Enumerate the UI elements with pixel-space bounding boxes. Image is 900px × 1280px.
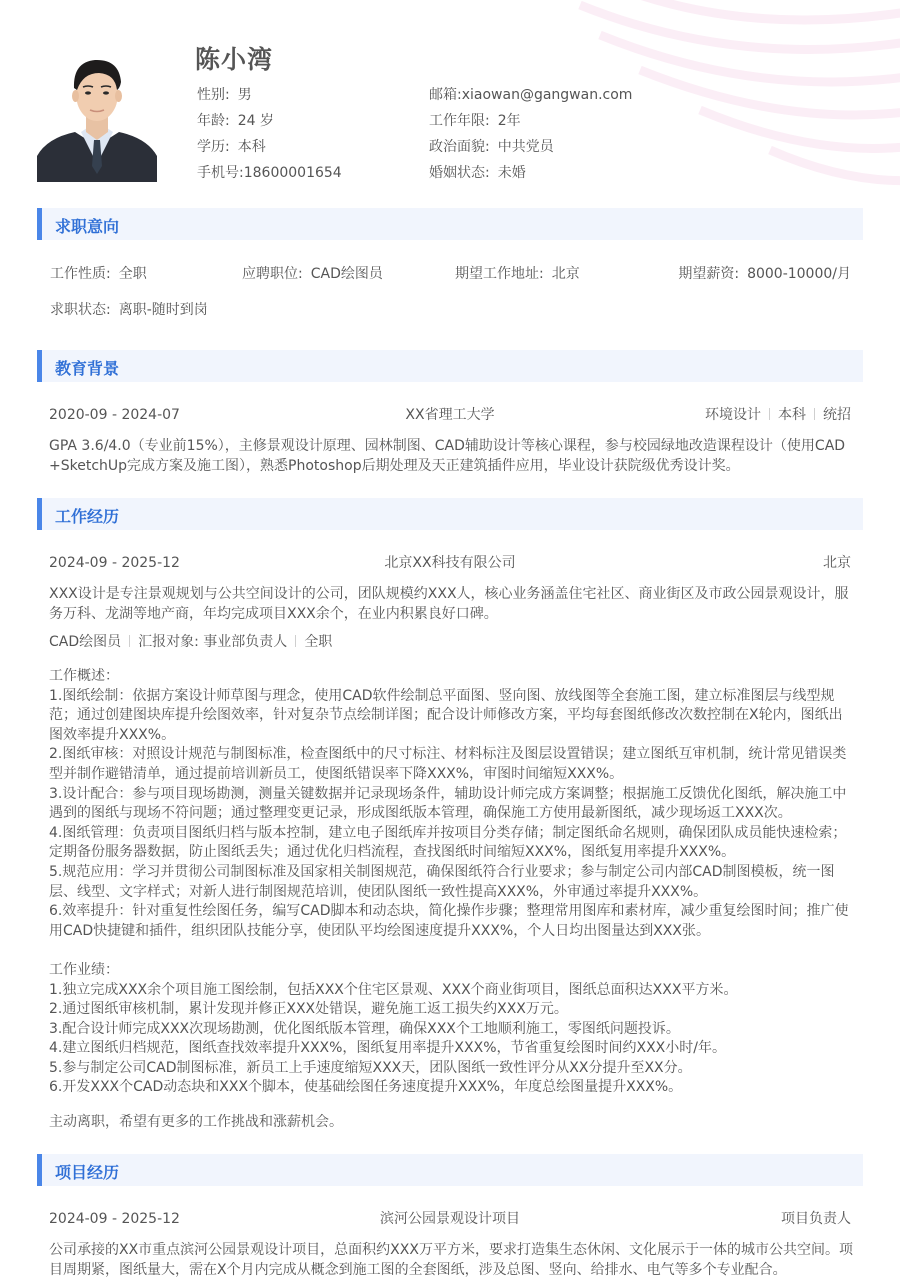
work-company: 北京XX科技有限公司	[384, 555, 516, 571]
project-row	[49, 1209, 851, 1229]
info-value: 中共党员	[497, 139, 554, 155]
section-header-work	[37, 498, 863, 530]
intention-job-type	[50, 264, 147, 284]
info-email	[429, 85, 632, 105]
education-tags	[705, 405, 851, 425]
project-name: 滨河公园景观设计项目	[380, 1211, 520, 1227]
tag-role: CAD绘图员	[49, 634, 122, 650]
info-marital	[429, 163, 526, 183]
info-gender	[197, 85, 252, 105]
project-description: 公司承接的XX市重点滨河公园景观设计项目，总面积约XXX万平方米，要求打造集生态休闲、文化展示于一体的城市公共空间。项目周期紧，图纸量大，需在X个月内完成从概念到施工图的全套图纸，涉及总图、竖向、给排水、电气等多个专业配合。	[49, 1242, 853, 1278]
section-header-project	[37, 1154, 863, 1186]
kv-value: 全职	[118, 266, 147, 282]
tag-job-type: 全职	[304, 634, 333, 650]
section-title: 教育背景	[55, 359, 120, 378]
education-description: GPA 3.6/4.0（专业前15%），主修景观设计原理、园林制图、CAD辅助设计等核心课程，参与校园绿地改造课程设计（使用CAD+SketchUp完成方案及施工图），熟悉Photoshop后期处理及天正建筑插件应用，毕业设计获院级优秀设计奖。	[49, 438, 846, 474]
section-title: 工作经历	[55, 507, 120, 526]
section-title: 项目经历	[55, 1163, 120, 1182]
education-school: XX省理工大学	[405, 407, 495, 423]
work-row	[49, 553, 851, 573]
info-value: 未婚	[497, 165, 526, 181]
kv-label: 求职状态:	[50, 302, 111, 318]
info-value: 24 岁	[237, 113, 274, 129]
info-political	[429, 137, 554, 157]
tag-degree: 本科	[778, 407, 806, 423]
intention-salary	[678, 264, 851, 284]
intention-status	[50, 300, 208, 320]
tag-divider	[295, 635, 296, 647]
info-age	[197, 111, 274, 131]
tag-divider	[769, 408, 770, 420]
education-period: 2020-09 - 2024-07	[49, 407, 180, 423]
kv-label: 期望工作地址:	[455, 266, 544, 282]
kv-label: 工作性质:	[50, 266, 111, 282]
work-tags	[49, 632, 332, 652]
work-details: 工作概述： 1.图纸绘制：依据方案设计师草图与理念，使用CAD软件绘制总平面图、竖向图、放线图等全套施工图，建立标准图层与线型规范；通过创建图块库提升绘图效率，针对复杂节点绘制详图；配合设计师修改方案，平均每套图纸修改次数控制在X轮内，图纸出图效率提升XXX%。 2.图纸审核：对照设计规范与制图标准，检查图纸中的尺寸标注、材料标注及图层设置错误；建立图纸互审机制，统计常见错误类型并制作避错清单，通过提前培训新员工，使图纸错误率下降XXX%，审图时间缩短XXX%。 3.设计配合：参与项目现场勘测，测量关键数据并记录现场条件，辅助设计师完成方案调整；根据施工反馈优化图纸，解决施工中遇到的图纸与现场不符问题；通过整理变更记录，形成图纸版本管理，确保施工方使用最新图纸，减少现场返工XXX次。 4.图纸管理：负责项目图纸归档与版本控制，建立电子图纸库并按项目分类存储；制定图纸命名规则，确保团队成员能快速检索；定期备份服务器数据，防止图纸丢失；通过优化归档流程，查找图纸时间缩短XXX%，图纸复用率提升XXX%。 5.规范应用：学习并贯彻公司制图标准及国家相关制图规范，确保图纸符合行业要求；参与制定公司内部CAD制图模板，统一图层、线型、文字样式；对新人进行制图规范培训，使团队图纸一致性提高XXX%，外审通过率提升XXX%。 6.效率提升：针对重复性绘图任务，编写CAD脚本和动态块，简化操作步骤；整理常用图库和素材库，减少重复绘图时间；推广使用CAD快捷键和插件，组织团队技能分享，使团队平均绘图速度提升XXX%，个人日均出图量达到XXX张。 工作业绩： 1.独立完成XXX余个项目施工图绘制，包括XXX个住宅区景观、XXX个商业街项目，图纸总面积达XXX平方米。 2.通过图纸审核机制，累计发现并修正XXX处错误，避免施工返工损失约XXX万元。 3.配合设计师完成XXX次现场勘测，优化图纸版本管理，确保XXX个工地顺利施工，零图纸问题投诉。 4.建立图纸归档规范，图纸查找效率提升XXX%，图纸复用率提升XXX%，节省重复绘图时间约XXX小时/年。 5.参与制定公司CAD制图标准，新员工上手速度缩短XXX天，团队图纸一致性评分从XX分提升至XX分。 6.开发XXX个CAD动态块和XXX个脚本，使基础绘图任务速度提升XXX%，年度总绘图量提升XXX%。	[49, 668, 849, 1096]
info-label: 性别:	[197, 87, 230, 103]
kv-value: 离职-随时到岗	[118, 302, 208, 318]
work-city: 北京	[823, 555, 851, 571]
kv-label: 期望薪资:	[678, 266, 740, 282]
info-value: 2年	[497, 113, 521, 129]
info-label: 政治面貌:	[429, 139, 490, 155]
intention-position	[242, 264, 383, 284]
kv-value: 北京	[551, 266, 580, 282]
project-period: 2024-09 - 2025-12	[49, 1211, 180, 1227]
tag-enrollment: 统招	[823, 407, 851, 423]
info-label: 邮箱:	[429, 87, 462, 103]
info-label: 婚姻状态:	[429, 165, 490, 181]
kv-label: 应聘职位:	[242, 266, 303, 282]
work-company-intro: XXX设计是专注景观规划与公共空间设计的公司，团队规模约XXX人，核心业务涵盖住宅社区、商业街区及市政公园景观设计，服务万科、龙湖等地产商，年均完成项目XXX余个，在业内积累良好口碑。	[49, 586, 849, 622]
tag-major: 环境设计	[705, 407, 761, 423]
kv-value: CAD绘图员	[310, 266, 383, 282]
intention-location	[455, 264, 580, 284]
section-title: 求职意向	[55, 217, 120, 236]
info-label: 年龄:	[197, 113, 230, 129]
info-value: 本科	[237, 139, 266, 155]
profile-photo	[37, 46, 157, 182]
work-period: 2024-09 - 2025-12	[49, 555, 180, 571]
kv-value: 8000-10000/月	[747, 266, 851, 282]
info-value: 男	[237, 87, 252, 103]
section-header-education	[37, 350, 863, 382]
work-leave-reason: 主动离职，希望有更多的工作挑战和涨薪机会。	[49, 1114, 343, 1130]
info-degree	[197, 137, 266, 157]
project-role: 项目负责人	[781, 1211, 851, 1227]
tag-divider	[814, 408, 815, 420]
tag-divider	[129, 635, 130, 647]
info-phone	[197, 163, 342, 183]
info-label: 手机号:	[197, 165, 244, 181]
info-label: 学历:	[197, 139, 230, 155]
education-row	[49, 405, 851, 425]
info-value: xiaowan@gangwan.com	[461, 87, 633, 103]
info-label: 工作年限:	[429, 113, 490, 129]
tag-report-to: 汇报对象: 事业部负责人	[138, 634, 288, 650]
info-value: 18600001654	[243, 165, 342, 181]
info-work-years	[429, 111, 521, 131]
candidate-name: 陈小湾	[195, 45, 274, 74]
section-header-intention	[37, 208, 863, 240]
